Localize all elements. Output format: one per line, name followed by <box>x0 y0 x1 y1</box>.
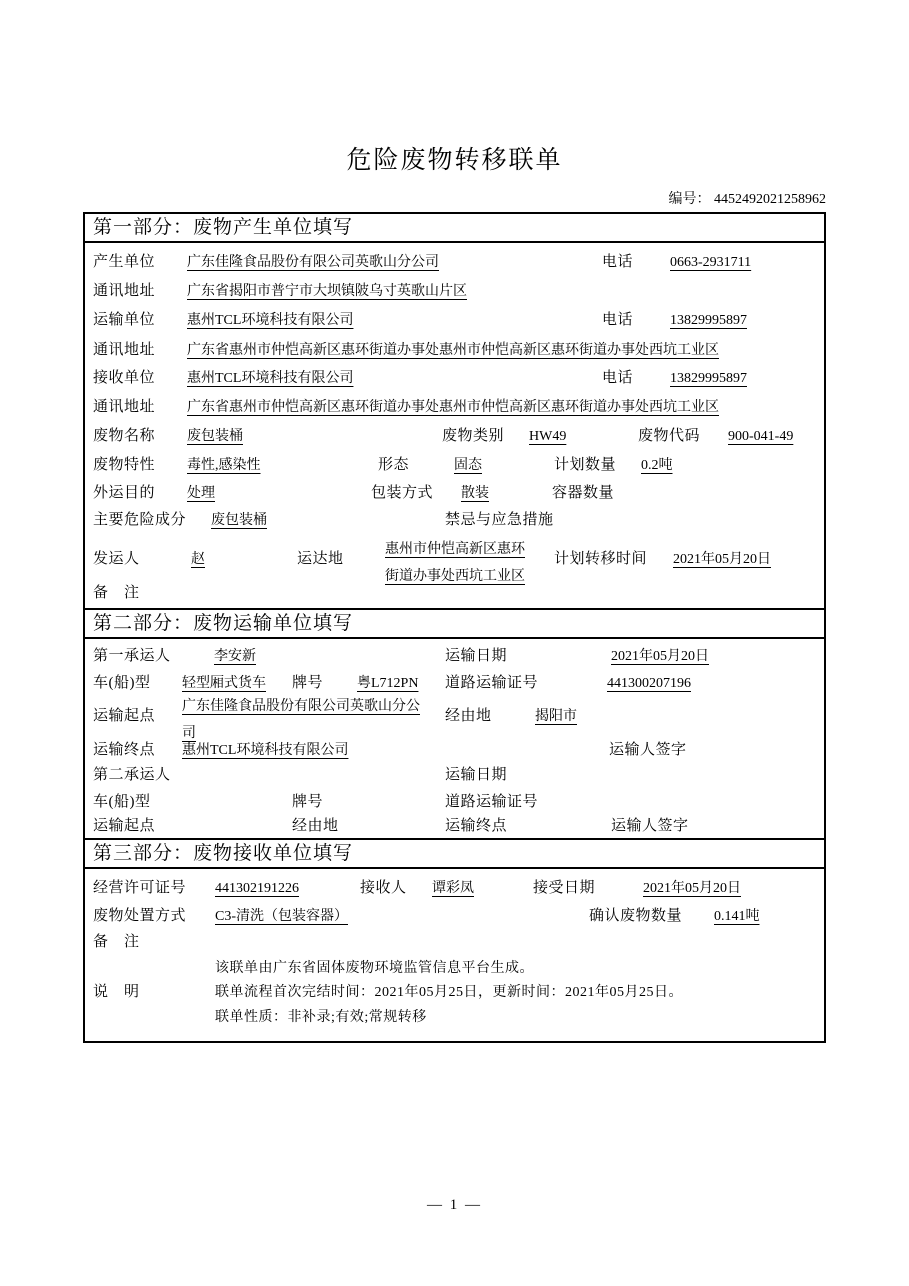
physical-form-value: 固态 <box>454 458 482 473</box>
receiver-label: 接收单位 <box>93 370 156 386</box>
vehicle2-label: 车(船)型 <box>93 794 151 810</box>
note-line1: 该联单由广东省固体废物环境监管信息平台生成。 <box>215 961 534 976</box>
section3-header: 第三部分：废物接收单位填写 <box>85 838 824 869</box>
producer-addr-value: 广东省揭阳市普宁市大坝镇陂乌寸英歌山片区 <box>187 284 467 299</box>
waste-category-label: 废物类别 <box>442 428 505 444</box>
note-line2: 联单流程首次完结时间：2021年05月25日，更新时间：2021年05月25日。 <box>215 985 683 1000</box>
section1-header: 第一部分：废物产生单位填写 <box>85 214 824 243</box>
transporter-phone-label: 电话 <box>602 312 634 328</box>
sign2-label: 运输人签字 <box>611 818 689 834</box>
doc-number-value: 4452492021258962 <box>714 192 826 207</box>
s3-remark-label: 备 注 <box>93 934 140 950</box>
packing-value: 散装 <box>461 486 489 501</box>
transport-date2-label: 运输日期 <box>445 767 508 783</box>
carrier2-label: 第二承运人 <box>93 767 171 783</box>
physical-form-label: 形态 <box>378 457 410 473</box>
transporter-addr-value: 广东省惠州市仲恺高新区惠环街道办事处惠州市仲恺高新区惠环街道办事处西坑工业区 <box>187 343 719 358</box>
plate1-value: 粤L712PN <box>357 676 419 691</box>
endpoint1-label: 运输终点 <box>93 742 156 758</box>
container-qty-label: 容器数量 <box>552 485 615 501</box>
receiver-addr-label: 通讯地址 <box>93 399 156 415</box>
transporter-phone-value: 13829995897 <box>670 313 747 328</box>
carrier1-value: 李安新 <box>214 649 256 664</box>
road-permit2-label: 道路运输证号 <box>445 794 539 810</box>
waste-property-value: 毒性,感染性 <box>187 458 261 473</box>
doc-number <box>83 188 826 208</box>
road-permit1-value: 441300207196 <box>607 676 691 691</box>
waste-category-value: HW49 <box>529 429 567 444</box>
page-title: 危险废物转移联单 <box>346 147 563 174</box>
shipper-label: 发运人 <box>93 551 140 567</box>
note-label: 说 明 <box>93 984 140 1000</box>
transporter-label: 运输单位 <box>93 312 156 328</box>
doc-number-label: 编号： <box>668 192 711 207</box>
confirmed-qty-label: 确认废物数量 <box>589 908 683 924</box>
waste-name-label: 废物名称 <box>93 428 156 444</box>
receiver-phone-label: 电话 <box>602 370 634 386</box>
permit-value: 441302191226 <box>215 881 299 896</box>
origin1-label: 运输起点 <box>93 708 156 724</box>
confirmed-qty-value: 0.141吨 <box>714 909 760 924</box>
vehicle1-value: 轻型厢式货车 <box>182 676 266 691</box>
transfer-time-label: 计划转移时间 <box>554 551 648 567</box>
purpose-label: 外运目的 <box>93 485 156 501</box>
producer-value: 广东佳隆食品股份有限公司英歌山分公司 <box>187 255 439 270</box>
via2-label: 经由地 <box>292 818 339 834</box>
via1-label: 经由地 <box>445 708 492 724</box>
origin2-label: 运输起点 <box>93 818 156 834</box>
transfer-time-value: 2021年05月20日 <box>673 552 771 567</box>
receiver-addr-value: 广东省惠州市仲恺高新区惠环街道办事处惠州市仲恺高新区惠环街道办事处西坑工业区 <box>187 400 719 415</box>
receiver-phone-value: 13829995897 <box>670 371 747 386</box>
hazard-value: 废包装桶 <box>211 513 267 528</box>
endpoint2-label: 运输终点 <box>445 818 508 834</box>
waste-name-value: 废包装桶 <box>187 429 243 444</box>
sign1-label: 运输人签字 <box>609 742 687 758</box>
receipt-date-value: 2021年05月20日 <box>643 881 741 896</box>
waste-code-label: 废物代码 <box>638 428 701 444</box>
purpose-value: 处理 <box>187 486 215 501</box>
manifest-form <box>83 212 826 1043</box>
plate2-label: 牌号 <box>292 794 324 810</box>
waste-code-value: 900-041-49 <box>728 429 794 444</box>
carrier1-label: 第一承运人 <box>93 648 171 664</box>
transport-date1-value: 2021年05月20日 <box>611 649 709 664</box>
origin1-value: 广东佳隆食品股份有限公司英歌山分公司 <box>182 699 420 741</box>
disposal-label: 废物处置方式 <box>93 908 187 924</box>
via1-value: 揭阳市 <box>535 709 577 724</box>
producer-addr-label: 通讯地址 <box>93 283 156 299</box>
planned-qty-value: 0.2吨 <box>641 458 673 473</box>
receiver-person-label: 接收人 <box>360 880 407 896</box>
destination-value: 惠州市仲恺高新区惠环街道办事处西坑工业区 <box>385 542 525 584</box>
packing-label: 包装方式 <box>371 485 434 501</box>
page-number: — 1 — <box>427 1197 482 1213</box>
receipt-date-label: 接受日期 <box>533 880 596 896</box>
producer-phone-label: 电话 <box>602 254 634 270</box>
endpoint1-value: 惠州TCL环境科技有限公司 <box>182 743 349 758</box>
transporter-addr-label: 通讯地址 <box>93 342 156 358</box>
disposal-value: C3-清洗（包装容器） <box>215 909 348 924</box>
permit-label: 经营许可证号 <box>93 880 187 896</box>
note-line3: 联单性质：非补录;有效;常规转移 <box>215 1010 427 1025</box>
receiver-value: 惠州TCL环境科技有限公司 <box>187 371 354 386</box>
producer-phone-value: 0663-2931711 <box>670 255 752 270</box>
road-permit1-label: 道路运输证号 <box>445 675 539 691</box>
plate1-label: 牌号 <box>292 675 324 691</box>
transport-date1-label: 运输日期 <box>445 648 508 664</box>
transporter-value: 惠州TCL环境科技有限公司 <box>187 313 354 328</box>
section2-header: 第二部分：废物运输单位填写 <box>85 608 824 639</box>
shipper-value: 赵 <box>191 552 205 567</box>
producer-label: 产生单位 <box>93 254 156 270</box>
vehicle1-label: 车(船)型 <box>93 675 151 691</box>
planned-qty-label: 计划数量 <box>554 457 617 473</box>
receiver-person-value: 谭彩凤 <box>432 881 474 896</box>
waste-property-label: 废物特性 <box>93 457 156 473</box>
hazard-label: 主要危险成分 <box>93 512 187 528</box>
destination-label: 运达地 <box>297 551 344 567</box>
emergency-label: 禁忌与应急措施 <box>445 512 554 528</box>
s1-remark-label: 备 注 <box>93 585 140 601</box>
